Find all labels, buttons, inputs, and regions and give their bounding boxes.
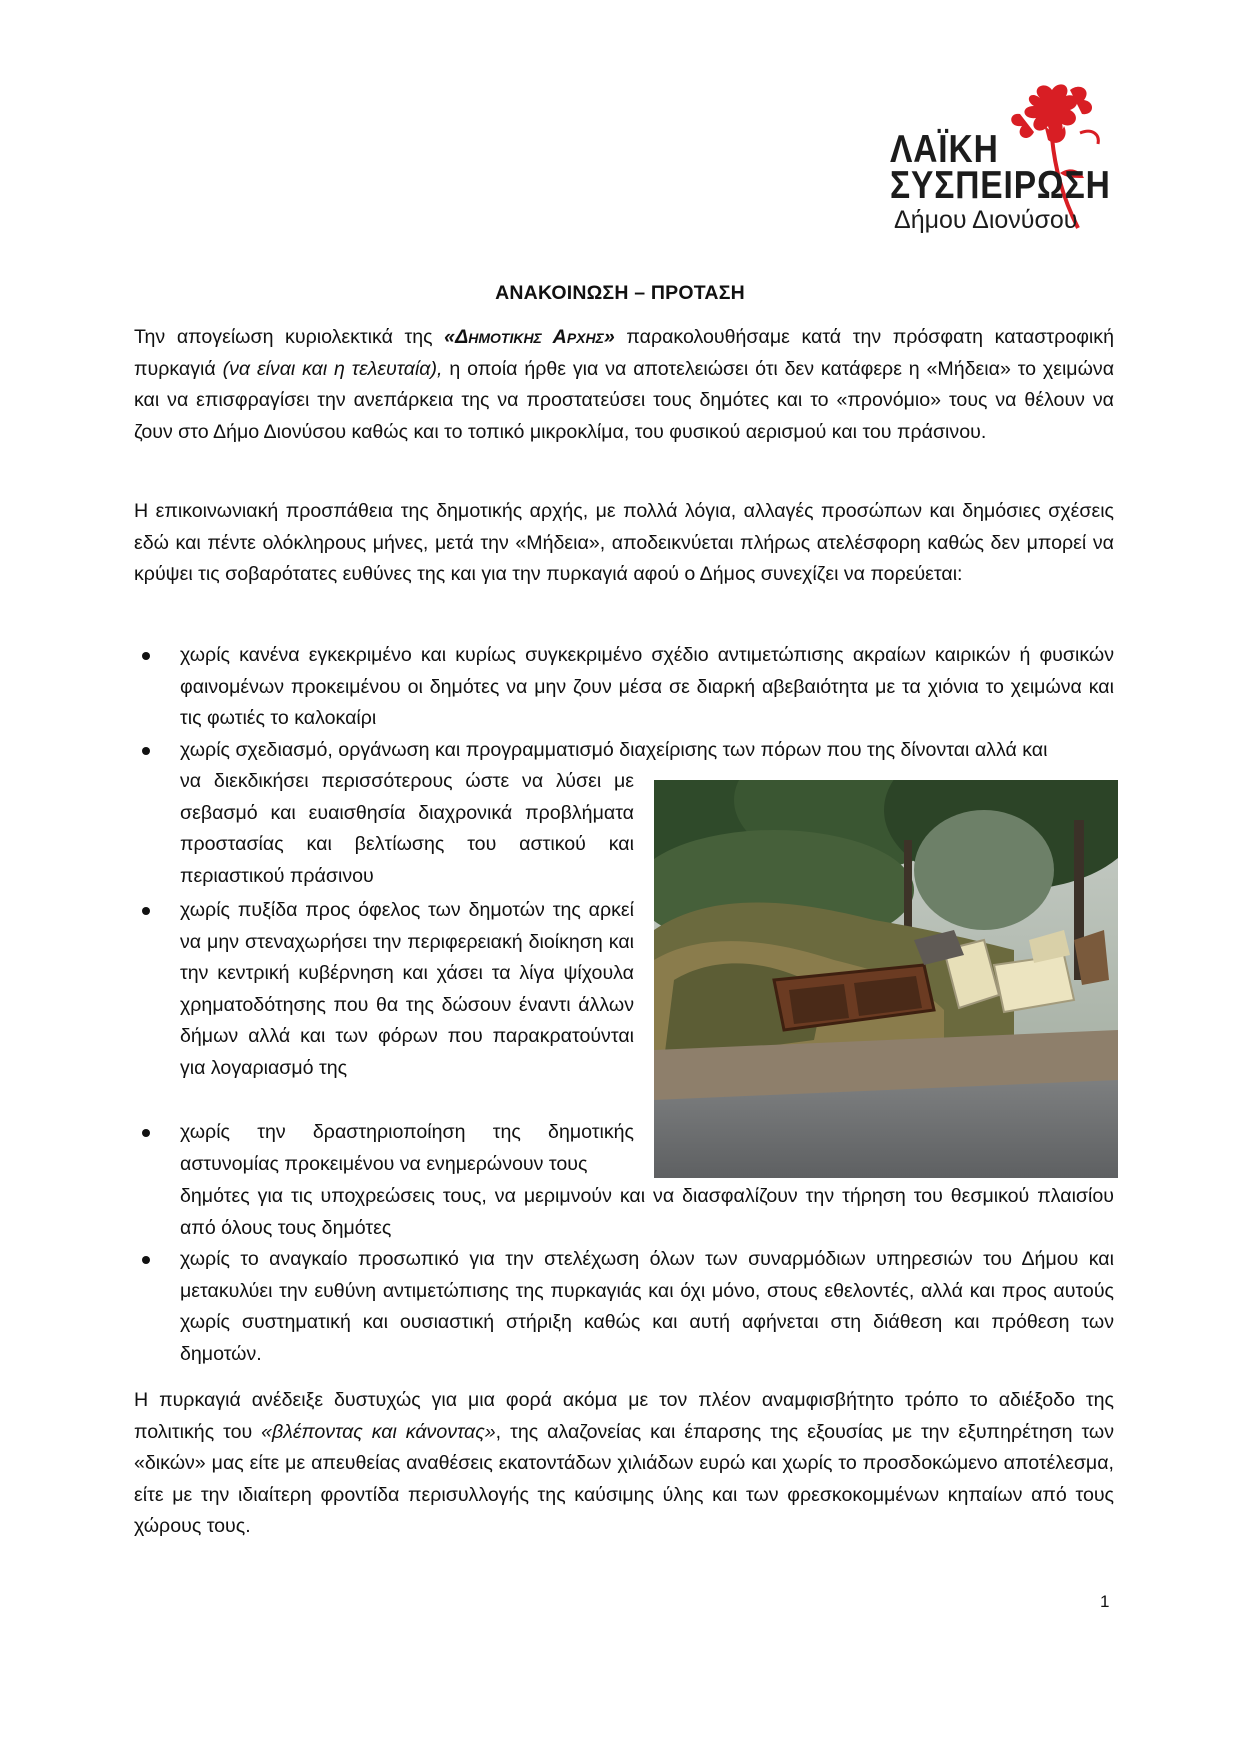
bullet-1-text: χωρίς κανένα εγκεκριμένο και κυρίως συγκεκριμένο σχέδιο αντιμετώπισης ακραίων καιρικών ή φυσικών φαινομένων προκειμένου οι δημότες να μην ζουν μέσα σε διαρκή αβεβαιότητα με τα χιόνια το χειμώνα και τις φωτιές το καλοκαίρι xyxy=(180,644,1114,729)
bullet-item-4 xyxy=(180,1117,634,1180)
bullet-item-1 xyxy=(180,640,1114,735)
roadside-debris-photo xyxy=(654,780,1118,1178)
bullet-item-2-continuation xyxy=(180,766,634,892)
bullet-dot xyxy=(142,1129,150,1137)
bullet-item-4-continuation xyxy=(180,1181,1114,1244)
bullet-2-line1: χωρίς σχεδιασμό, οργάνωση και προγραμματισμό διαχείρισης των πόρων που της δίνονται αλλά και xyxy=(180,739,1048,761)
party-logo xyxy=(880,78,1120,243)
bullet-5-text: χωρίς το αναγκαίο προσωπικό για την στελέχωση όλων των συναρμόδιων υπηρεσιών του Δήμου και μετακυλύει την ευθύνη αντιμετώπισης της πυρκαγιάς και όχι μόνο, στους εθελοντές, αλλά και προς αυτούς χωρίς συστηματική και ουσιαστική στήριξη καθώς και αυτή αφήνεται στη διάθεση και πρόθεση των δημοτών. xyxy=(180,1248,1114,1365)
bullet-dot xyxy=(142,747,150,755)
bullet-item-3 xyxy=(180,895,634,1084)
bullet-3-text: χωρίς πυξίδα προς όφελος των δημοτών της αρκεί να μην στεναχωρήσει την περιφερειακή διοίκηση και την κεντρική κυβέρνηση και χάσει τα λίγα ψίχουλα χρηματοδότησης που θα της δώσουν έναντι άλλων δήμων αλλά και των φόρων που παρακρατούνται για λογαριασμό της xyxy=(180,899,634,1079)
logo-text-line2: ΣΥΣΠΕΙΡΩΣΗ xyxy=(890,164,1111,207)
bullet-2-rest: να διεκδικήσει περισσότερους ώστε να λύσει με σεβασμό και ευαισθησία διαχρονικά προβλήματα προστασίας και βελτίωσης του αστικού και περιαστικού πράσινου xyxy=(180,770,634,887)
page-number: 1 xyxy=(1100,1592,1110,1611)
p1-part-e: η οποία ήρθε για να αποτελειώσει ότι δεν κατάφερε η «Μήδεια» το χειμώνα και να επισφραγίσει την ανεπάρκεια της να προστατεύσει τους δημότες και το «προνόμιο» τους να θέλουν να ζουν στο Δήμο Διονύσου καθώς και το τοπικό μικροκλίμα, του φυσικού αερισμού και του πράσινου. xyxy=(134,357,1115,443)
bullet-item-2 xyxy=(180,735,1114,767)
logo-text-line3: Δήμου Διονύσου xyxy=(894,206,1078,234)
paragraph-1 xyxy=(134,322,1114,448)
p3-italic-quote: «βλέποντας και κάνοντας» xyxy=(261,1420,496,1443)
paragraph-2: Η επικοινωνιακή προσπάθεια της δημοτικής αρχής, με πολλά λόγια, αλλαγές προσώπων και δημόσιες σχέσεις εδώ και πέντε ολόκληρους μήνες, μετά την «Μήδεια», αποδεικνύεται πλήρως ατελέσφορη καθώς δεν μπορεί να κρύψει τις σοβαρότατες ευθύνες της και για την πυρκαγιά αφού ο Δήμος συνεχίζει να πορεύεται: xyxy=(134,500,1114,585)
bullet-item-5 xyxy=(180,1244,1114,1370)
p1-italic-aside: (να είναι και η τελευταία), xyxy=(222,357,443,380)
bullet-dot xyxy=(142,907,150,915)
p3-part-c: , της αλαζονείας και έπαρσης της εξουσίας με την εξυπηρέτηση των «δικών» μας είτε με απευθείας αναθέσεις εκατοντάδων χιλιάδων ευρώ και χωρίς το προσδοκώμενο αποτέλεσμα, είτε με την ιδιαίτερη φροντίδα περισυλλογής της καύσιμης ύλης και των φρεσκοκομμένων κηπαίων από τους χώρους τους. xyxy=(134,1420,1114,1537)
bullet-dot xyxy=(142,1256,150,1264)
bullet-4-part1: χωρίς την δραστηριοποίηση της δημοτικής αστυνομίας προκειμένου να ενημερώνουν τους xyxy=(180,1121,634,1175)
bullet-4-part2: δημότες για τις υποχρεώσεις τους, να μεριμνούν και να διασφαλίζουν την τήρηση του θεσμικού πλαισίου από όλους τους δημότες xyxy=(180,1185,1114,1239)
p3-part-a: Η πυρκαγιά ανέδειξε δυστυχώς για μια φορά ακόμα με τον πλέον αναμφισβήτητο τρόπο το αδιέξοδο της πολιτικής του xyxy=(134,1389,1114,1443)
logo-text-line1: ΛΑΪΚΗ xyxy=(890,128,999,171)
p1-part-a: Την απογείωση κυριολεκτικά της xyxy=(134,326,445,348)
p1-emphasis-municipal-authority: «Δημοτικης Αρχης» xyxy=(444,326,615,348)
bullet-dot xyxy=(142,652,150,660)
paragraph-3 xyxy=(134,1385,1114,1543)
p1-part-c: παρακολουθήσαμε κατά την πρόσφατη καταστροφική πυρκαγιά xyxy=(134,326,1114,380)
document-title: ΑΝΑΚΟΙΝΩΣΗ – ΠΡΟΤΑΣΗ xyxy=(495,282,745,304)
